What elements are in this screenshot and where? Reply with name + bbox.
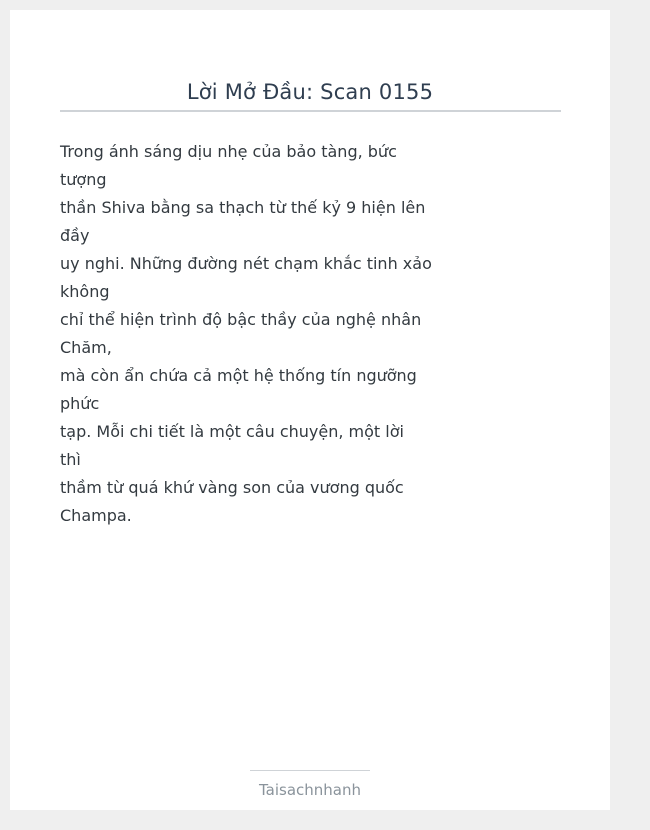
- body-line: Champa.: [60, 506, 132, 525]
- body-line: Trong ánh sáng dịu nhẹ của bảo tàng, bức: [60, 142, 397, 161]
- body-line: tượng: [60, 170, 107, 189]
- body-line: thầm từ quá khứ vàng son của vương quốc: [60, 478, 404, 497]
- body-line: thì: [60, 450, 81, 469]
- body-line: đầy: [60, 226, 90, 245]
- body-line: uy nghi. Những đường nét chạm khắc tinh xảo: [60, 254, 432, 273]
- footer-text: Taisachnhanh: [258, 781, 362, 799]
- body-line: thần Shiva bằng sa thạch từ thế kỷ 9 hiện lên: [60, 198, 426, 217]
- body-line: Chăm,: [60, 338, 112, 357]
- body-paragraph: [60, 138, 432, 530]
- body-line: mà còn ẩn chứa cả một hệ thống tín ngưỡng: [60, 366, 417, 385]
- body-line: phức: [60, 394, 100, 413]
- body-line: chỉ thể hiện trình độ bậc thầy của nghệ nhân: [60, 310, 422, 329]
- document-page: [10, 10, 610, 810]
- body-line: không: [60, 282, 110, 301]
- footer-divider: [250, 770, 370, 771]
- body-line: tạp. Mỗi chi tiết là một câu chuyện, một lời: [60, 422, 404, 441]
- page-title: Lời Mở Đầu: Scan 0155: [186, 80, 434, 104]
- title-divider: [60, 110, 561, 112]
